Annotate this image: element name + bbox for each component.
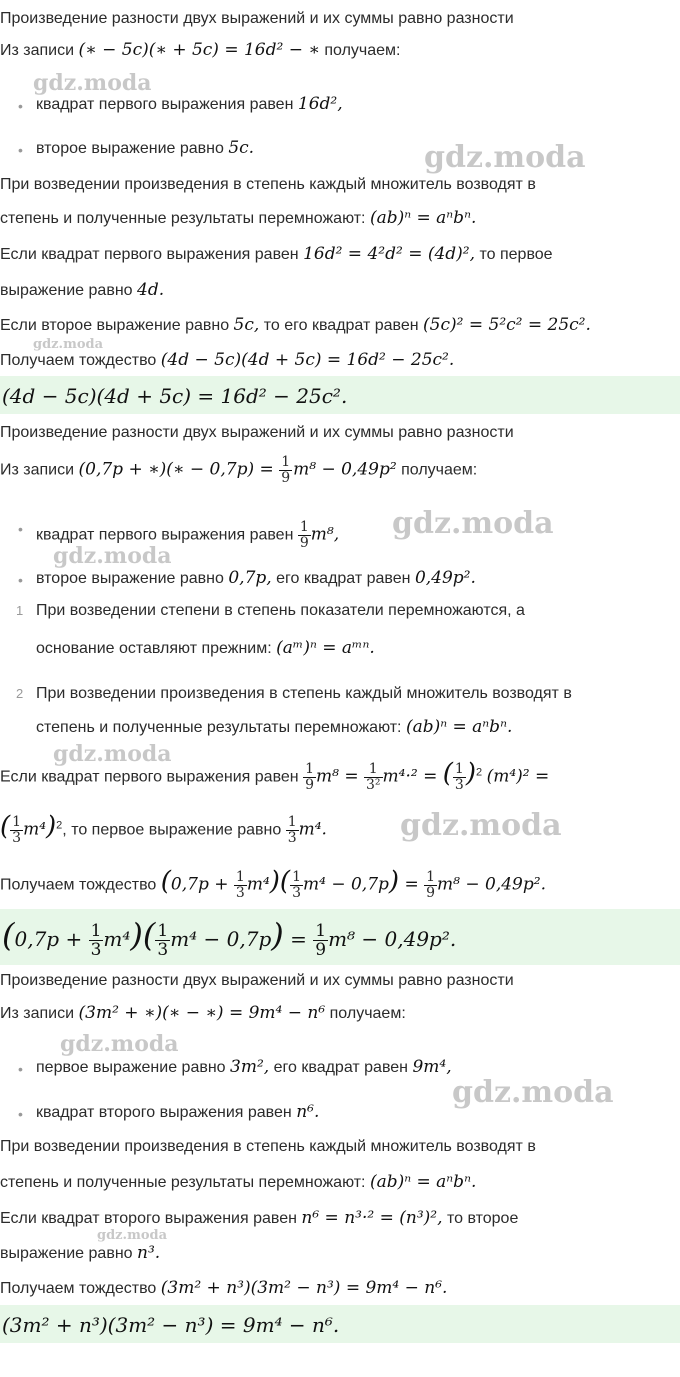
block2-if1b: ( $\frac{1}{3}$ m⁴)$^2$, то первое выражение равно $\frac{1}{3}$ m⁴.	[0, 811, 327, 846]
block1-record: Из записи (∗ − 5c)(∗ + 5c) = 16d² − ∗ получаем:	[0, 40, 401, 60]
watermark: gdz.moda	[392, 506, 554, 541]
fraction: $\frac{1}{3}$	[287, 814, 297, 846]
block2-n1-line1: При возведении степени в степень показатели перемножаются, а	[36, 602, 525, 619]
block3-record: Из записи (3m² + ∗)(∗ − ∗) = 9m⁴ − n⁶ получаем:	[0, 1003, 406, 1023]
block2-bullet2: второе выражение равно 0,7p, его квадрат равен 0,49p².	[36, 568, 476, 588]
block2-n2-line2: степень и полученные результаты перемножают: (ab)ⁿ = aⁿbⁿ.	[36, 717, 513, 737]
block3-identity: Получаем тождество (3m² + n³)(3m² − n³) = 9m⁴ − n⁶.	[0, 1278, 448, 1298]
block2-n2-line1: При возведении произведения в степень каждый множитель возводят в	[36, 685, 572, 702]
fraction: $\frac{1}{9}$	[305, 761, 314, 793]
fraction: $\frac{1}{3}$	[292, 869, 301, 901]
list-number: 1	[16, 603, 24, 618]
block3-rule-line1: При возведении произведения в степень каждый множитель возводят в	[0, 1138, 536, 1155]
block1-if2: Если второе выражение равно 5c, то его квадрат равен (5c)² = 5²c² = 25c².	[0, 315, 591, 335]
bullet-marker: •	[18, 1061, 23, 1077]
block1-rule-line2: степень и полученные результаты перемножают: (ab)ⁿ = aⁿbⁿ.	[0, 208, 477, 228]
bullet-marker: •	[18, 521, 23, 537]
fraction: $\frac{1}{3}$	[157, 921, 169, 960]
block2-intro: Произведение разности двух выражений и их суммы равно разности	[0, 424, 514, 441]
fraction: $\frac{1}{3}$	[454, 761, 464, 793]
block1-bullet2: второе выражение равно 5c.	[36, 138, 255, 158]
block3-if1b: выражение равно n³.	[0, 1243, 161, 1263]
block2-bullet1: квадрат первого выражения равен $\frac{1}{9}$ m⁸,	[36, 519, 340, 551]
block1-if1b: выражение равно 4d.	[0, 280, 165, 300]
list-number: 2	[16, 686, 24, 701]
block3-if1: Если квадрат второго выражения равен n⁶ = n³·² = (n³)², то второе	[0, 1208, 519, 1228]
fraction: $\frac{1}{9}$	[426, 869, 436, 901]
fraction: $\frac{1}{9}$	[281, 454, 291, 486]
block3-answer: (3m² + n³)(3m² − n³) = 9m⁴ − n⁶.	[2, 1313, 340, 1337]
watermark: gdz.moda	[60, 1031, 179, 1057]
block1-answer: (4d − 5c)(4d + 5c) = 16d² − 25c².	[2, 384, 348, 408]
block3-intro: Произведение разности двух выражений и их суммы равно разности	[0, 972, 514, 989]
bullet-marker: •	[18, 1106, 23, 1122]
bullet-marker: •	[18, 98, 23, 114]
watermark: gdz.moda	[400, 808, 562, 843]
bullet-marker: •	[18, 142, 23, 158]
bullet-marker: •	[18, 572, 23, 588]
watermark: gdz.moda	[33, 70, 152, 96]
watermark: gdz.moda	[33, 337, 104, 352]
fraction: $\frac{1}{3}$	[235, 869, 245, 901]
block3-bullet2: квадрат второго выражения равен n⁶.	[36, 1102, 320, 1122]
watermark: gdz.moda	[53, 543, 172, 569]
fraction: $\frac{1}{9}$	[315, 921, 327, 960]
fraction: $\frac{1}{3}$	[90, 921, 102, 960]
block2-answer: (0,7p + $\frac{1}{3}$ m⁴)( $\frac{1}{3}$ m⁴ − 0,7p) = $\frac{1}{9}$ m⁸ − 0,49p².	[2, 916, 457, 960]
block2-record: Из записи (0,7p + ∗)(∗ − 0,7p) = $\frac{1}{9}$ m⁸ − 0,49p² получаем:	[0, 454, 478, 486]
fraction: $\frac{1}{3}$	[12, 814, 22, 846]
watermark: gdz.moda	[53, 741, 172, 767]
block2-n1-line2: основание оставляют прежним: (aᵐ)ⁿ = aᵐⁿ.	[36, 638, 375, 658]
watermark: gdz.moda	[97, 1228, 168, 1243]
fraction: $\frac{1}{9}$	[299, 519, 309, 551]
watermark: gdz.moda	[452, 1075, 614, 1110]
block1-bullet1: квадрат первого выражения равен 16d²,	[36, 94, 343, 114]
block1-intro: Произведение разности двух выражений и их суммы равно разности	[0, 10, 514, 27]
block2-if1: Если квадрат первого выражения равен $\frac{1}{9}$ m⁸ = $\frac{1}{\text{3²}}$ m⁴·² = ( $\frac{1}{3}$ )$^2$ (m⁴)² =	[0, 758, 550, 793]
block3-rule-line2: степень и полученные результаты перемножают: (ab)ⁿ = aⁿbⁿ.	[0, 1172, 477, 1192]
block2-identity: Получаем тождество (0,7p + $\frac{1}{3}$ m⁴)( $\frac{1}{3}$ m⁴ − 0,7p) = $\frac{1}{9}$ m⁸ − 0,49p².	[0, 866, 546, 901]
block3-bullet1: первое выражение равно 3m², его квадрат равен 9m⁴,	[36, 1057, 452, 1077]
block1-if1: Если квадрат первого выражения равен 16d² = 4²d² = (4d)², то первое	[0, 244, 553, 264]
block1-identity: Получаем тождество (4d − 5c)(4d + 5c) = 16d² − 25c².	[0, 350, 455, 370]
block1-rule-line1: При возведении произведения в степень каждый множитель возводят в	[0, 176, 536, 193]
fraction: $\frac{1}{\text{3²}}$	[366, 761, 381, 793]
watermark: gdz.moda	[424, 140, 586, 175]
